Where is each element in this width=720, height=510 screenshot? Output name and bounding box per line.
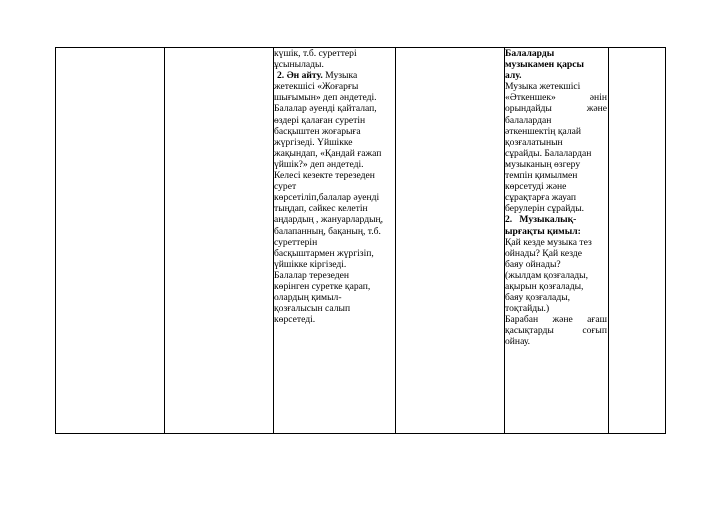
table-cell-music-activity	[505, 48, 609, 434]
table-row	[56, 48, 666, 434]
text-line: Балалар терезеден	[274, 269, 350, 281]
text-line: қозғалатынын	[505, 136, 563, 148]
music-activity-text	[505, 48, 608, 348]
table-cell-col4	[396, 48, 505, 434]
text-fragment: Барабан	[505, 314, 539, 326]
text-line: Балалар әуенді қайталап,	[274, 103, 377, 115]
table-cell-col2	[165, 48, 274, 434]
text-line: темпін қимылмен	[505, 170, 578, 182]
text-line: жақындап, «Қандай ғажап	[274, 147, 382, 159]
text-line: басқыштармен жүргізіп,	[274, 247, 374, 259]
section-heading-singing: 2. Ән айту.	[277, 70, 323, 82]
text-line: (жылдам қозғалады,	[505, 269, 588, 281]
text-line	[505, 92, 607, 103]
text-line: үйшікке кіргізеді.	[274, 258, 347, 270]
text-line: баяу қозғалады,	[505, 292, 571, 304]
text-line: балапанның, бақаның, т.б.	[274, 225, 381, 237]
text-line: шығымын» деп әндетеді.	[274, 92, 377, 104]
text-line	[274, 70, 393, 81]
text-line: олардың қимыл-	[274, 292, 342, 304]
text-line: балалардан	[505, 114, 552, 126]
text-line: ұсынылады.	[274, 59, 324, 71]
text-fragment: Музыка	[322, 70, 358, 82]
text-line: Қай кезде музыка тез	[505, 236, 592, 248]
text-fragment: әнін	[589, 92, 607, 104]
text-fragment: қасықтарды	[505, 325, 554, 337]
heading-line: алу.	[505, 70, 522, 82]
text-line: баяу ойнады?	[505, 258, 561, 270]
table-cell-singing-activity	[274, 48, 396, 434]
text-line: тыңдап, сәйкес келетін	[274, 203, 368, 215]
heading-line: ырғақты қимыл:	[505, 225, 581, 237]
text-fragment: орындайды	[505, 103, 552, 115]
text-line: көрсетуді және	[505, 181, 567, 193]
text-line: берулерін сұрайды.	[505, 203, 585, 215]
text-line: аңдардың , жануарлардың,	[274, 214, 384, 226]
heading-line: Музыкалық-	[519, 214, 577, 226]
text-line: сұрайды. Балалардан	[505, 147, 592, 159]
text-line: сұрақтарға жауап	[505, 192, 577, 204]
text-line: күшік, т.б. суреттері	[274, 48, 357, 59]
text-line: сурет	[274, 181, 297, 193]
text-line	[505, 325, 607, 336]
table-cell-col1	[56, 48, 165, 434]
heading-line: музыкамен қарсы	[505, 59, 584, 71]
text-line: жетекшісі «Жоғарғы	[274, 81, 359, 93]
text-line: Келесі кезекте терезеден	[274, 170, 375, 182]
text-line: қозғалысын салып	[274, 303, 351, 315]
lesson-plan-table	[55, 47, 666, 434]
text-line	[505, 103, 607, 114]
text-line: музыканың өзгеру	[505, 158, 581, 170]
section-heading-rhythm	[505, 226, 607, 237]
text-line: суреттерін	[274, 236, 318, 248]
text-line: өздері қалаған суретін	[274, 114, 366, 126]
text-line: Музыка жетекшісі	[505, 81, 581, 93]
text-line	[505, 314, 607, 325]
text-line: басқыштен жоғарыға	[274, 125, 361, 137]
text-line: көрсетіліп,балалар әуенді	[274, 192, 380, 204]
text-line: ақырын қозғалады,	[505, 280, 584, 292]
table-cell-col6	[609, 48, 666, 434]
text-fragment: «Әткеншек»	[505, 92, 556, 104]
text-line: ойнау.	[505, 336, 531, 348]
text-line: тоқтайды.)	[505, 303, 550, 315]
text-line: жүргізеді. Үйшікке	[274, 136, 353, 148]
section-heading-greeting	[505, 59, 607, 70]
section-heading-greeting	[505, 48, 607, 59]
text-fragment: және	[586, 103, 607, 115]
text-fragment: және	[552, 314, 573, 326]
singing-activity-text	[274, 48, 395, 325]
heading-line: Балаларды	[505, 48, 555, 59]
section-number: 2.	[505, 214, 513, 226]
text-line: көрсетеді.	[274, 314, 316, 326]
section-heading-rhythm	[505, 214, 607, 225]
section-heading-greeting	[505, 70, 607, 81]
text-line: үйшік?» деп әндетеді.	[274, 158, 364, 170]
text-line: ойнады? Қай кезде	[505, 247, 583, 259]
text-fragment: соғып	[582, 325, 607, 337]
text-line: әткеншектің қалай	[505, 125, 582, 137]
text-fragment: ағаш	[587, 314, 607, 326]
text-line: көрінген суретке қарап,	[274, 280, 371, 292]
